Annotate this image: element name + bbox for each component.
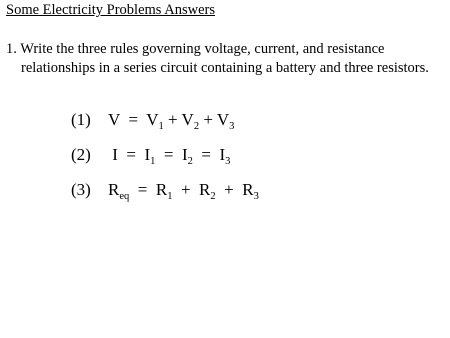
equation-subscript: 1 — [158, 121, 164, 132]
question-text-line-1: Write the three rules governing voltage, current, and resistance — [20, 41, 385, 57]
equation-3 — [71, 180, 259, 200]
equation-body — [108, 145, 231, 167]
equation-2 — [71, 145, 230, 165]
equation-term: + V — [163, 110, 194, 129]
equation-subscript: 3 — [225, 156, 231, 167]
equation-subscript: 2 — [193, 121, 200, 132]
equation-1 — [71, 110, 234, 130]
question-number: 1. — [6, 41, 17, 57]
equation-label: (3) — [71, 180, 91, 199]
equation-term: + R — [172, 180, 211, 199]
equation-term: = I — [155, 145, 188, 164]
equation-label: (1) — [71, 110, 91, 129]
equation-subscript: 2 — [187, 156, 193, 167]
equation-term: + V — [199, 110, 230, 129]
page-title: Some Electricity Problems Answers — [6, 2, 216, 18]
equation-subscript: 3 — [229, 121, 235, 132]
equation-body — [108, 180, 259, 202]
equation-label: (2) — [71, 145, 91, 164]
equation-subscript: 1 — [167, 191, 173, 202]
question-1 — [6, 40, 446, 78]
equation-term: R — [108, 180, 120, 199]
question-line-1 — [6, 40, 446, 59]
equation-subscript: 3 — [253, 191, 259, 202]
equation-term: = R — [129, 180, 168, 199]
equation-term: I = I — [108, 145, 151, 164]
equation-term: V = V — [108, 110, 159, 129]
equation-body — [108, 110, 235, 132]
equation-term: + R — [215, 180, 254, 199]
equation-subscript: 1 — [150, 156, 156, 167]
equation-subscript: 2 — [210, 191, 216, 202]
question-text-line-2: relationships in a series circuit containing a battery and three resistors. — [21, 60, 429, 76]
equation-term: = I — [192, 145, 226, 164]
equation-subscript: eq — [119, 191, 130, 202]
